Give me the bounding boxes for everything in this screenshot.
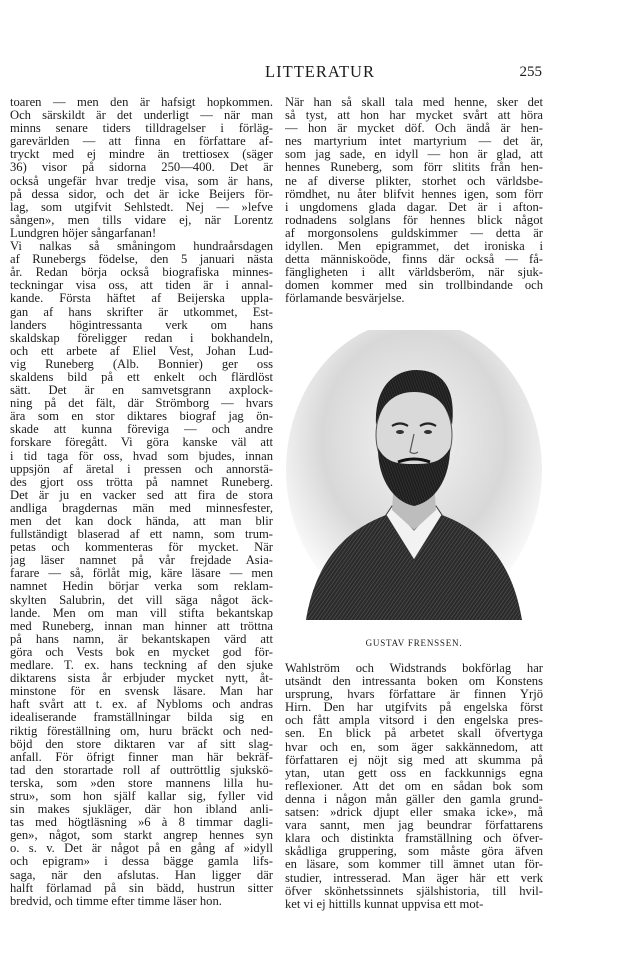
text-line: gen», något, som starkt angrep hennes syn xyxy=(10,829,273,843)
text-line: som jag sade, en idyll — hon är glad, att xyxy=(285,148,543,162)
text-line: des gjort oss trötta på namnet Runeberg. xyxy=(10,475,273,489)
text-line: på dessa sidor, och det är icke Beijers för- xyxy=(10,187,273,201)
text-line: böjd den store diktaren var af sitt slag- xyxy=(10,737,273,751)
text-line: När han så skall tala med henne, sker det xyxy=(285,96,543,109)
text-line: anfall. För öfrigt finner man här bekräf- xyxy=(10,750,273,764)
text-line: sin makes sjukläger, där hon ibland anli- xyxy=(10,803,273,817)
text-line: ära som en stor diktares biograf jag ön- xyxy=(10,410,273,424)
text-line: i tid taga för oss, hvad som bjudes, innan xyxy=(10,449,273,463)
text-line: studier, intresserad. Man äger här ett verk xyxy=(285,871,543,885)
text-line: skade att kunna föreviga — och andre xyxy=(10,423,273,437)
text-line: fängligheten i allt världsberöm, när sjuk- xyxy=(285,266,543,280)
text-line: gan af hans skrifter är utkommet, Est- xyxy=(10,305,273,319)
text-line: tas med högtläsning »6 à 8 timmar dagli- xyxy=(10,816,273,830)
text-line: uppsjön af äretal i pressen och annorstä- xyxy=(10,462,273,476)
right-column-bottom xyxy=(285,662,543,911)
text-line: utsändt den intressanta boken om Konstens xyxy=(285,675,543,689)
text-line: Det är ju en vacker sed att fira de stora xyxy=(10,488,273,502)
page-number: 255 xyxy=(519,64,542,80)
text-line: på hans namn, är bekantskapen värd att xyxy=(10,632,273,646)
text-line: klara och distinkta framställning och öfver- xyxy=(285,832,543,846)
text-line: o. s. v. Det är något på en gång af »idyll xyxy=(10,842,273,856)
text-line: minstone för en svensk läsare. Man har xyxy=(10,685,273,699)
text-line: halft förlamad på sin bädd, hustrun sitter xyxy=(10,881,273,895)
text-line: saga, när den afslutas. Han ligger där xyxy=(10,868,273,882)
text-line: namnet Hedin börjar verka som reklam- xyxy=(10,580,273,594)
text-line: skylten Salubrin, det vill säga något äck- xyxy=(10,593,273,607)
text-line: tryckt med ej mindre än trettiosex (säger xyxy=(10,148,273,162)
text-line: så tyst, att hon har mycket svårt att höra xyxy=(285,109,543,123)
text-line: skådliga gruppering, som måste göra äfven xyxy=(285,845,543,859)
text-line: förlamande besvärjelse. xyxy=(285,292,405,306)
text-line: farare — så, förlåt mig, käre läsare — men xyxy=(10,567,273,581)
text-line: sätt. Det är en samvetsgrann axplock- xyxy=(10,384,273,398)
text-line: skaldskap föreligger redan i bokhandeln, xyxy=(10,331,273,345)
text-line: haft svårt att t. ex. af Nybloms och andras xyxy=(10,698,273,712)
text-line: också ungefär hvar tredje visa, som är hans, xyxy=(10,174,273,188)
text-line: idealiserande framställningar bilda sig en xyxy=(10,711,273,725)
text-line: göra och Vests bok en mycket god för- xyxy=(10,645,273,659)
text-line: Vi nalkas så småningom hundraårsdagen xyxy=(10,240,273,254)
text-line: landers högintressanta verk om hans xyxy=(10,318,273,332)
running-header xyxy=(0,62,640,86)
text-line: vig Runeberg (Alb. Bonnier) ger oss xyxy=(10,357,273,371)
text-line: fullständigt blaserad af ett namn, som trum- xyxy=(10,528,273,542)
text-line: lag, som utgifvit Sehlstedt. Nej — »lefve xyxy=(10,200,273,214)
text-line: och ett arbete af Eliel Vest, Johan Lud- xyxy=(10,344,273,358)
text-line: medlare. T. ex. hans teckning af den sjuke xyxy=(10,659,273,673)
text-line: och epigram» i dessa bägge gamla lifs- xyxy=(10,855,273,869)
text-line: riktig föreställning om, huru bräckt och ned- xyxy=(10,724,273,738)
text-line: forskare föregått. Vi göra kanske väl att xyxy=(10,436,273,450)
text-line: vara sannt, men jag beundrar författarens xyxy=(285,819,543,833)
text-line: skaldens bild på ett enkelt och flärdlöst xyxy=(10,370,273,384)
text-line: denna i någon mån gäller den gamla grund- xyxy=(285,792,543,806)
portrait-engraving xyxy=(286,330,542,620)
text-line: hvar och en, som äger sakkännedom, att xyxy=(285,740,543,754)
text-line: detta människoöde, finns där också — få- xyxy=(285,253,543,267)
text-line: jag läser namnet på vår frejdade Asia- xyxy=(10,554,273,568)
text-line: Och särskildt är det underligt — när man xyxy=(10,109,273,123)
text-line: ket vi ej hittills kunnat uppvisa ett mot- xyxy=(285,897,484,911)
text-line: kande. Första häftet af Beijerska uppla- xyxy=(10,292,273,306)
text-line: — hon är mycket döf. Och ändå är hen- xyxy=(285,122,543,136)
text-line: hennes Runeberg, som förr slitits från hen- xyxy=(285,161,543,175)
text-line: ning på det fält, där Strömborg — hvars xyxy=(10,397,273,411)
text-line: terska, som »den store mannens lilla hu- xyxy=(10,776,273,790)
right-column-top xyxy=(285,96,543,306)
text-line: reflexioner. Att det om en sådan bok som xyxy=(285,779,543,793)
text-line: ursprung, hvars författare är finnen Yrjö xyxy=(285,688,543,702)
text-line: diktarens sista år erbjuder mycket nytt, åt- xyxy=(10,672,273,686)
text-line: författaren ej nöjt sig med att skumma på xyxy=(285,753,543,767)
text-line: bredvid, och timme efter timme läser hon. xyxy=(10,894,222,908)
section-title: LITTERATUR xyxy=(265,62,375,81)
text-line: tad den storartade roll af outtröttlig sjukskö- xyxy=(10,763,273,777)
text-line: stru», som hon själf kallar sig, fyller vid xyxy=(10,789,273,803)
text-line: en läsare, som kommer till ämnet utan för- xyxy=(285,858,543,872)
text-line: toaren — men den är hafsigt hopkommen. xyxy=(10,96,273,109)
text-line: sen. En blick på arbetet skall öfvertyga xyxy=(285,727,543,741)
text-line: petas och kommenteras för mycket. När xyxy=(10,541,273,555)
text-line: med Runeberg, innan man hinner att tröttna xyxy=(10,619,273,633)
text-line: minns senare tiders tilldragelser i förläg- xyxy=(10,122,273,136)
portrait-caption: GUSTAV FRENSSEN. xyxy=(365,638,463,648)
text-line: Wahlström och Widstrands bokförlag har xyxy=(285,662,543,675)
text-line: ytan, utan gett oss en fackkunnigs egna xyxy=(285,766,543,780)
text-line: teckningar visa oss, att tiden är i annal- xyxy=(10,279,273,293)
text-line: af morgonsolens guldskimmer — detta är xyxy=(285,226,543,240)
text-line: lande. Men om man vill stifta bekantskap xyxy=(10,606,273,620)
text-line: sången», men tills vidare ej, när Lorentz xyxy=(10,213,273,227)
left-column xyxy=(10,96,273,908)
text-line: i ungdomens glada dagar. Det är i afton- xyxy=(285,200,543,214)
text-line: år. Redan börja också biografiska minnes- xyxy=(10,266,273,280)
text-line: ne af diverse plikter, storhet och världsbe- xyxy=(285,174,543,188)
text-line: domen kommer med sin trollbindande och xyxy=(285,279,543,293)
text-line: Lundgren höjer sångarfanan! xyxy=(10,226,157,240)
text-line: af Runebergs födelse, den 5 januari nästa xyxy=(10,253,273,267)
text-line: idyllen. Men epigrammet, det ironiska i xyxy=(285,240,543,254)
text-line: öfver skönhetssinnets själshistoria, till hvil- xyxy=(285,884,543,898)
text-line: römdhet, nu åter blifvit hennes igen, som förr xyxy=(285,187,543,201)
text-line: 36) visor på sidorna 250—400. Det är xyxy=(10,161,273,175)
text-line: Hirn. Den har utgifvits på engelska först xyxy=(285,701,543,715)
text-line: och fått ampla vitsord i den engelska pres- xyxy=(285,714,543,728)
text-line: andliga bragdernas män med minnesfester, xyxy=(10,501,273,515)
text-line: rodnadens solglans för hennes blick något xyxy=(285,213,543,227)
text-line: men det kan dock hända, att man blir xyxy=(10,515,273,528)
text-line: garevärlden — att finna en författare af- xyxy=(10,135,273,149)
text-line: satsen: »drick djupt eller smaka icke», må xyxy=(285,806,543,820)
text-line: nes martyrium intet martyrium — det är, xyxy=(285,135,543,149)
